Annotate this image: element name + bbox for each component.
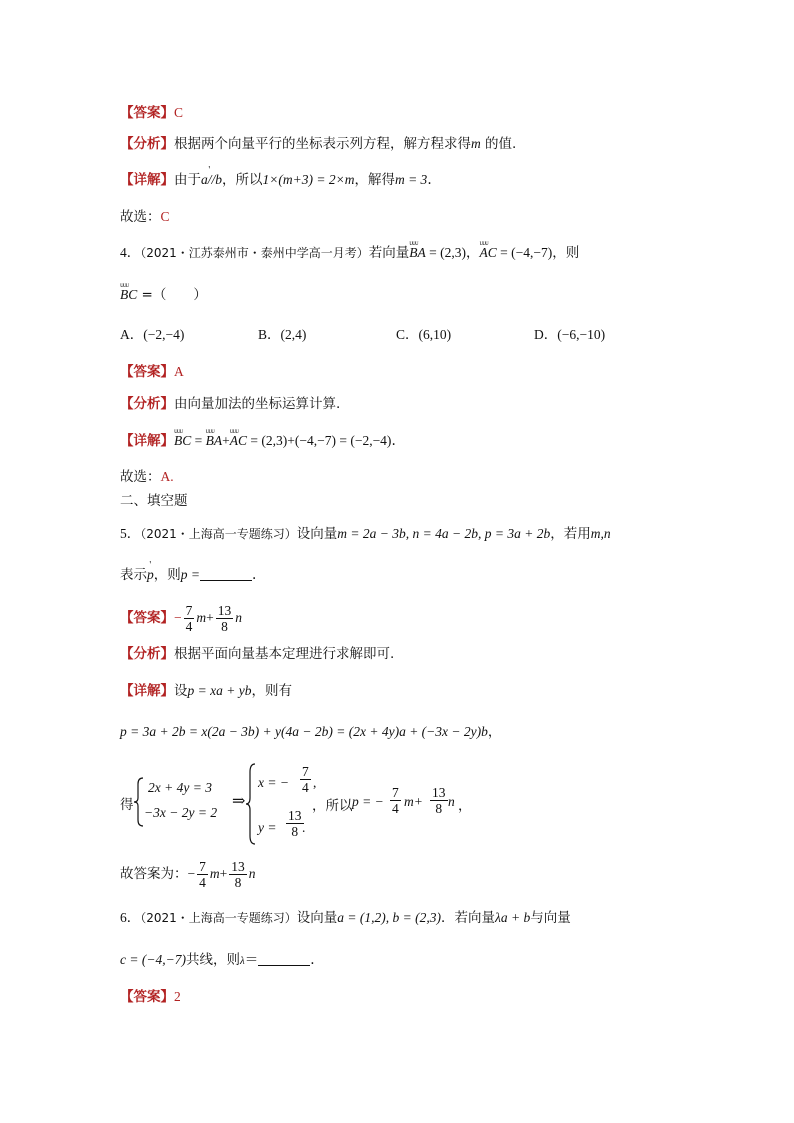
q3-choose-line: 故选：C [120, 209, 170, 225]
answer-blank [200, 566, 252, 581]
q5-analysis-line: 【分析】根据平面向量基本定理进行求解即可. [120, 646, 395, 662]
q4-option-d: D．(−6,−10) [534, 327, 606, 342]
q4-option-a: A．(−2,−4) [120, 327, 185, 342]
q5-stem-line1: 5．（2021・上海高一专题练习）设向量m = 2a − 3b, n = 4a − 2b, p = 3a + 2b，若用m,n [120, 526, 611, 542]
q4-detail-line: 【详解】ᴜᴜᴜ BC = ᴜᴜᴜ BA+ᴜᴜᴜ AC = (2,3)+(−4,−7) = (−2,−4). [120, 431, 396, 451]
q3-detail-line: 【详解】由于' a//b，所以1×(m+3) = 2×m，解得m = 3. [120, 170, 432, 190]
q5-answer-line: 【答案】− $\frac{7}{4}$ m+ $\frac{13}{8}$ n [120, 603, 242, 634]
answer-blank [258, 951, 310, 966]
q6-stem-line1: 6．（2021・上海高一专题练习）设向量a = (1,2), b = (2,3)．若向量λa + b与向量 [120, 910, 571, 926]
q4-option-c: C．(6,10) [396, 327, 452, 342]
q3-analysis-line: 【分析】根据两个向量平行的坐标表示列方程，解方程求得m 的值. [120, 136, 517, 152]
analysis-tag: 【分析】 [120, 136, 174, 152]
q4-answer-line: 【答案】A [120, 364, 184, 380]
q3-answer: C [174, 105, 184, 120]
q5-expand-line: p = 3a + 2b = x(2a − 3b) + y(4a − 2b) = (2x + 4y)a + (−3x − 2y)b， [120, 724, 502, 740]
q4-stem-line2: ᴜᴜᴜ BC =（ ） [120, 285, 207, 305]
section-title: 二、填空题 [120, 493, 188, 509]
q4-stem-line1: 4．（2021・江苏泰州市・泰州中学高一月考）若向量ᴜᴜᴜ BA = (2,3)，ᴜᴜᴜ AC = (−4,−7)，则 [120, 243, 579, 263]
q5-stem-line2: 表示' p，则p = . [120, 565, 256, 585]
q6-answer-line: 【答案】2 [120, 989, 181, 1005]
q5-detail-line: 【详解】设p = xa + yb，则有 [120, 683, 292, 699]
q4-choose-line: 故选：A. [120, 469, 174, 485]
q4-option-b: B．(2,4) [258, 327, 307, 342]
detail-tag: 【详解】 [120, 172, 174, 188]
q3-answer-line [120, 103, 183, 123]
right-brace-icon [245, 762, 257, 846]
q6-stem-line2: c = (−4,−7)共线，则λ＝ . [120, 952, 315, 968]
answer-tag: 【答案】 [120, 105, 174, 121]
q5-fill-answer-line: 故答案为：− $\frac{7}{4}$ m+ $\frac{13}{8}$ n [120, 859, 256, 890]
q4-analysis-line: 【分析】由向量加法的坐标运算计算. [120, 396, 341, 412]
